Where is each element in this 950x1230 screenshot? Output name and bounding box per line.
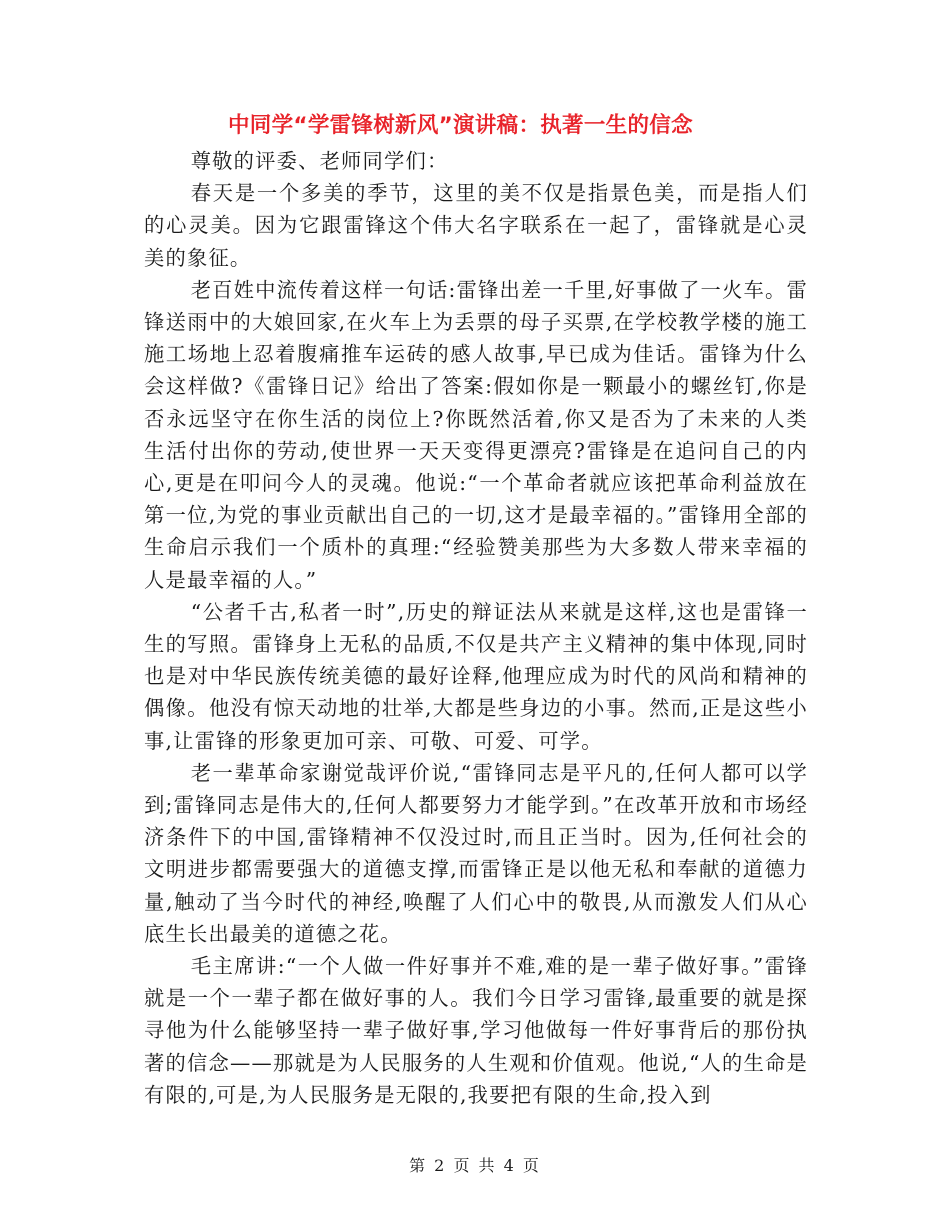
paragraph: “公者千古,私者一时”,历史的辩证法从来就是这样,这也是雷锋一生的写照。雷锋身上无私的品质,不仅是共产主义精神的集中体现,同时也是对中华民族传统美德的最好诠释,他理应成为时代的风尚和精神的偶像。他没有惊天动地的壮举,大都是些身边的小事。然而,正是这些小事,让雷锋的形象更加可亲、可敬、可爱、可学。 <box>144 599 808 753</box>
page-number-footer: 第 2 页 共 4 页 <box>409 1156 541 1175</box>
paragraph: 老一辈革命家谢觉哉评价说,“雷锋同志是平凡的,任何人都可以学到;雷锋同志是伟大的,任何人都要努力才能学到。”在改革开放和市场经济条件下的中国,雷锋精神不仅没过时,而且正当时。因为,任何社会的文明进步都需要强大的道德支撑,而雷锋正是以他无私和奉献的道德力量,触动了当今时代的神经,唤醒了人们心中的敬畏,从而激发人们从心底生长出最美的道德之花。 <box>144 760 808 946</box>
paragraph: 老百姓中流传着这样一句话:雷锋出差一千里,好事做了一火车。雷锋送雨中的大娘回家,在火车上为丢票的母子买票,在学校教学楼的施工施工场地上忍着腹痛推车运砖的感人故事,早已成为佳话。雷锋为什么会这样做?《雷锋日记》给出了答案:假如你是一颗最小的螺丝钉,你是否永远坚守在你生活的岗位上?你既然活着,你又是否为了未来的人类生活付出你的劳动,使世界一天天变得更漂亮?雷锋是在追问自己的内心,更是在叩问今人的灵魂。他说:“一个革命者就应该把革命利益放在第一位,为党的事业贡献出自己的一切,这才是最幸福的。”雷锋用全部的生命启示我们一个质朴的真理:“经验赞美那些为大多数人带来幸福的人是最幸福的人。” <box>144 277 808 592</box>
paragraph-salutation: 尊敬的评委、老师同学们： <box>190 149 449 173</box>
paragraph: 毛主席讲:“一个人做一件好事并不难,难的是一辈子做好事。”雷锋就是一个一辈子都在做好事的人。我们今日学习雷锋,最重要的就是探寻他为什么能够坚持一辈子做好事,学习他做每一件好事背后的那份执著的信念——那就是为人民服务的人生观和价值观。他说,“人的生命是有限的,可是,为人民服务是无限的,我要把有限的生命,投入到 <box>144 954 808 1107</box>
document-body <box>144 145 808 1111</box>
document-title: 中同学“学雷锋树新风”演讲稿：执著一生的信念 <box>228 113 693 138</box>
paragraph: 春天是一个多美的季节，这里的美不仅是指景色美，而是指人们的心灵美。因为它跟雷锋这个伟大名字联系在一起了，雷锋就是心灵美的象征。 <box>144 181 808 270</box>
